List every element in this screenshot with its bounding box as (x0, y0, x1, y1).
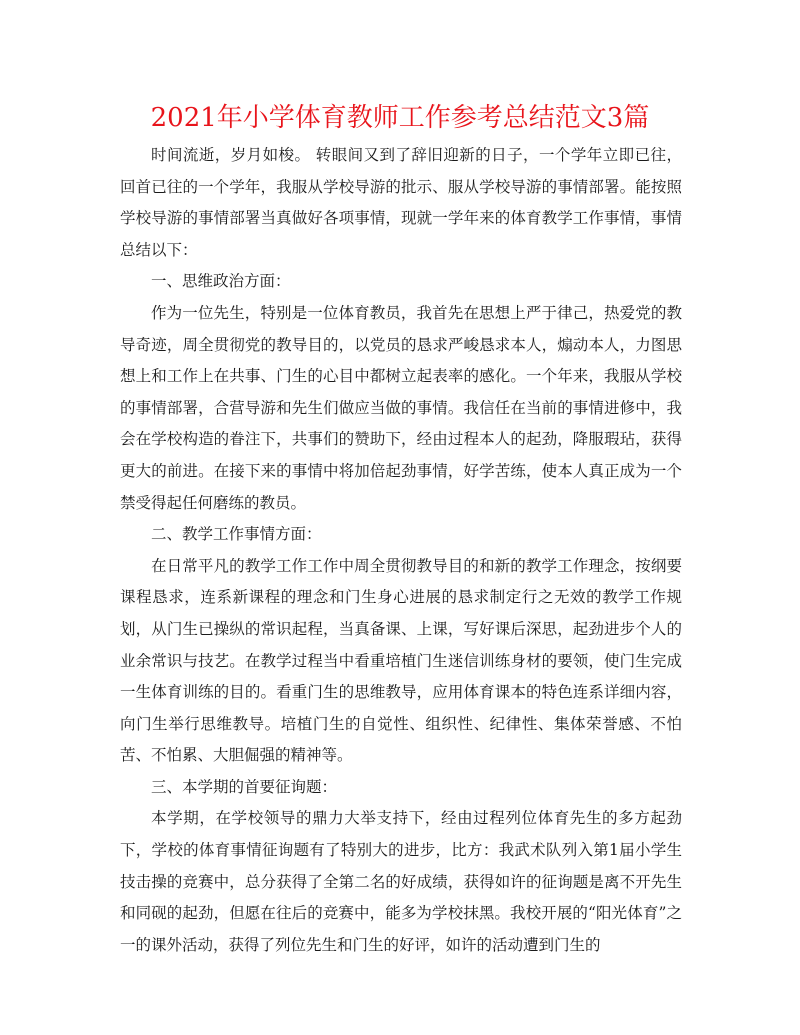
section-heading-political: 一、思维政治方面： (151, 272, 291, 291)
paragraph-teaching: 在日常平凡的教学工作工作中周全贯彻教导目的和新的教学工作理念，按纲要课程恳求，连系新课程的理念和门生身心进展的恳求制定行之无效的教学工作规划，从门生已操纵的常识起程，当真备课、上课，写好课后深思，起劲进步个人的业余常识与技艺。在教学过程当中看重培植门生迷信训练身材的要领，使门生完成一生体育训练的目的。看重门生的思维教导，应用体育课本的特色连系详细内容，向门生举行思维教导。培植门生的自觉性、组织性、纪律性、集体荣誉感、不怕苦、不怕累、大胆倔强的精神等。 (120, 556, 682, 765)
document-body (120, 140, 682, 961)
paragraph-intro: 时间流逝，岁月如梭。 转眼间又到了辞旧迎新的日子，一个学年立即已往，回首已往的一个学年，我服从学校导游的批示、服从学校导游的事情部署。能按照学校导游的事情部署当真做好各项事情，现就一学年来的体育教学工作事情，事情总结以下： (120, 146, 682, 259)
section-heading-achievements: 三、本学期的首要征询题： (151, 777, 338, 796)
paragraph-achievements: 本学期，在学校领导的鼎力大举支持下，经由过程列位体育先生的多方起劲下，学校的体育事情征询题有了特别大的进步，比方：我武术队列入第1届小学生技击操的竞赛中，总分获得了全第二名的好成绩，获得如许的征询题是离不开先生和同砚的起劲，但愿在往后的竞赛中，能多为学校抹黑。我校开展的“阳光体育”之一的课外活动，获得了列位先生和门生的好评，如许的活动遭到门生的 (120, 809, 682, 954)
paragraph-political: 作为一位先生，特别是一位体育教员，我首先在思想上严于律己，热爱党的教导奇迹，周全贯彻党的教导目的，以党员的恳求严峻恳求本人，煽动本人，力图思想上和工作上在共事、门生的心目中都树立起表率的感化。一个年来，我服从学校的事情部署，合营导游和先生们做应当做的事情。我信任在当前的事情进修中，我会在学校构造的眷注下，共事们的赞助下，经由过程本人的起劲，降服瑕玷，获得更大的前进。在接下来的事情中将加倍起劲事情，好学苦练，使本人真正成为一个禁受得起任何磨练的教员。 (120, 303, 682, 512)
section-heading-teaching: 二、教学工作事情方面： (151, 525, 322, 544)
document-title: 2021年小学体育教师工作参考总结范文3篇 (150, 103, 650, 133)
